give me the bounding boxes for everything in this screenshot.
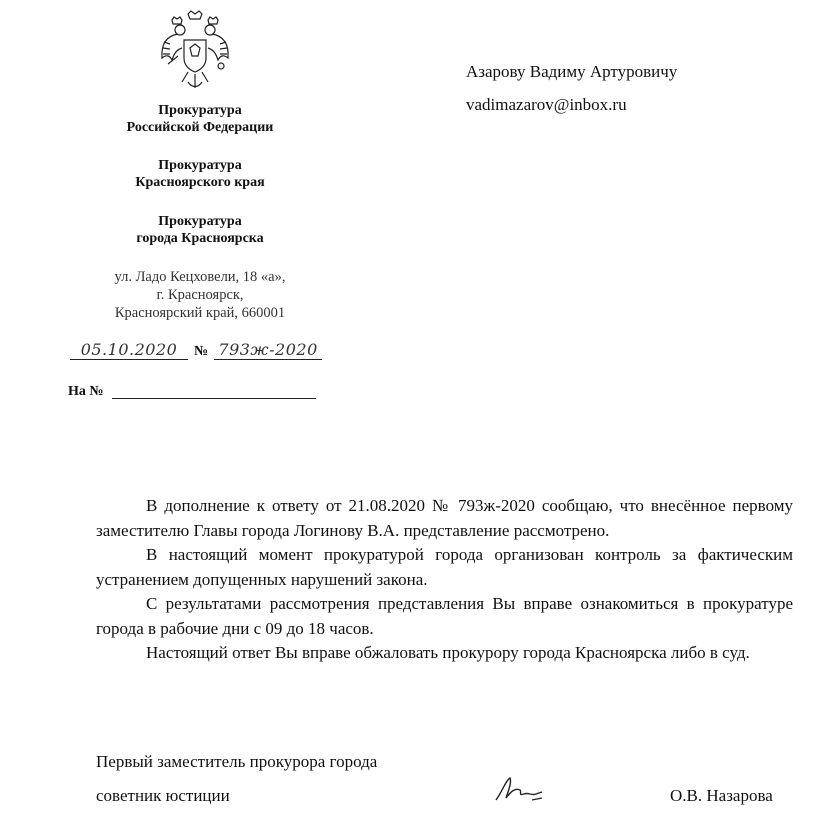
na-underline [112,398,316,399]
na-label: На № [68,384,104,399]
body-paragraph: В дополнение к ответу от 21.08.2020 № 793ж-2020 сообщаю, что внесённое первому заместителю Главы города Логинову В.А. представление рассмотрено. [96,496,793,540]
reg-number: 793ж-2020 [214,340,322,360]
org-block-2 [95,157,305,191]
signer-rank: советник юстиции [96,786,230,805]
recipient-name: Азарову Вадиму Артуровичу [466,62,678,81]
org-line: города Красноярска [136,231,264,246]
org-line: Прокуратура [158,103,242,118]
body-paragraph: Настоящий ответ Вы вправе обжаловать прокурору города Красноярска либо в суд. [146,643,750,662]
registration-line [70,340,322,360]
address-line: г. Красноярск, [156,287,244,303]
org-line: Прокуратура [158,214,242,229]
handwritten-signature [492,772,548,811]
coat-of-arms-emblem [158,10,232,94]
signer-position: Первый заместитель прокурора города [96,752,378,771]
org-address [80,268,320,322]
org-block-1 [95,102,305,136]
address-line: ул. Ладо Кецховели, 18 «а», [114,269,286,285]
reg-number-sign: № [194,344,209,359]
address-line: Красноярский край, 660001 [114,305,286,321]
org-block-3 [95,213,305,247]
org-line: Российской Федерации [126,120,274,135]
letter-body [96,494,793,666]
recipient-email: vadimazarov@inbox.ru [466,95,627,114]
org-line: Красноярского края [135,175,265,190]
body-paragraph: С результатами рассмотрения представления Вы вправе ознакомиться в прокуратуре города в рабочие дни с 09 до 18 часов. [96,594,793,638]
body-paragraph: В настоящий момент прокуратурой города организован контроль за фактическим устранением допущенных нарушений закона. [96,545,793,589]
signer-name: О.В. Назарова [670,786,773,805]
org-line: Прокуратура [158,158,242,173]
reg-date: 05.10.2020 [70,340,188,360]
